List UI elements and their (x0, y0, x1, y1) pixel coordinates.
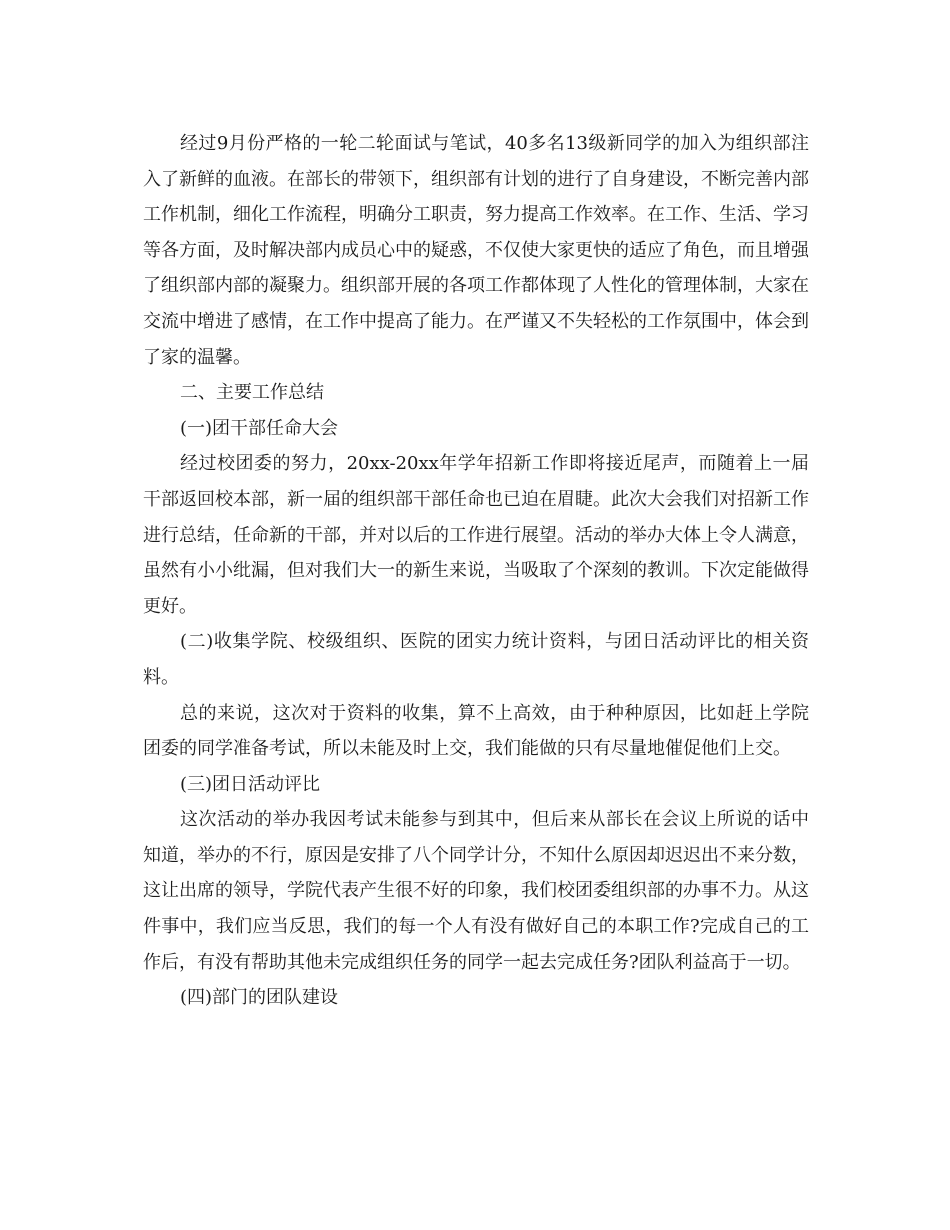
subheading-data-collection: (二)收集学院、校级组织、医院的团实力统计资料，与团日活动评比的相关资料。 (143, 631, 809, 688)
section-heading-main-work: 二、主要工作总结 (180, 382, 324, 404)
data-collection-paragraph: 总的来说，这次对于资料的收集，算不上高效，由于种种原因，比如赶上学院团委的同学准备考试，所以未能及时上交，我们能做的只有尽量地催促他们上交。 (143, 702, 809, 760)
subheading-team-building: (四)部门的团队建设 (180, 987, 339, 1009)
document-body (143, 126, 809, 1016)
intro-paragraph: 经过9月份严格的一轮二轮面试与笔试，40多名13级新同学的加入为组织部注入了新鲜的血液。在部长的带领下，组织部有计划的进行了自身建设，不断完善内部工作机制，细化工作流程，明确分工职责，努力提高工作效率。在工作、生活、学习等各方面，及时解决部内成员心中的疑惑，不仅使大家更快的适应了角色，而且增强了组织部内部的凝聚力。组织部开展的各项工作都体现了人性化的管理体制，大家在交流中增进了感情，在工作中提高了能力。在严谨又不失轻松的工作氛围中，体会到了家的温馨。 (143, 133, 809, 368)
subheading-cadre-appointment: (一)团干部任命大会 (180, 417, 339, 439)
cadre-appointment-paragraph: 经过校团委的努力，20xx-20xx年学年招新工作即将接近尾声，而随着上一届干部返回校本部，新一届的组织部干部任命也已迫在眉睫。此次大会我们对招新工作进行总结，任命新的干部，并对以后的工作进行展望。活动的举办大体上令人满意，虽然有小小纰漏，但对我们大一的新生来说，当吸取了个深刻的教训。下次定能做得更好。 (143, 453, 809, 617)
subheading-league-day-evaluation: (三)团日活动评比 (180, 773, 321, 795)
league-day-evaluation-paragraph: 这次活动的举办我因考试未能参与到其中，但后来从部长在会议上所说的话中知道，举办的不行，原因是安排了八个同学计分，不知什么原因却迟迟出不来分数，这让出席的领导，学院代表产生很不好的印象，我们校团委组织部的办事不力。从这件事中，我们应当反思，我们的每一个人有没有做好自己的本职工作?完成自己的工作后，有没有帮助其他未完成组织任务的同学一起去完成任务?团队利益高于一切。 (143, 809, 809, 973)
